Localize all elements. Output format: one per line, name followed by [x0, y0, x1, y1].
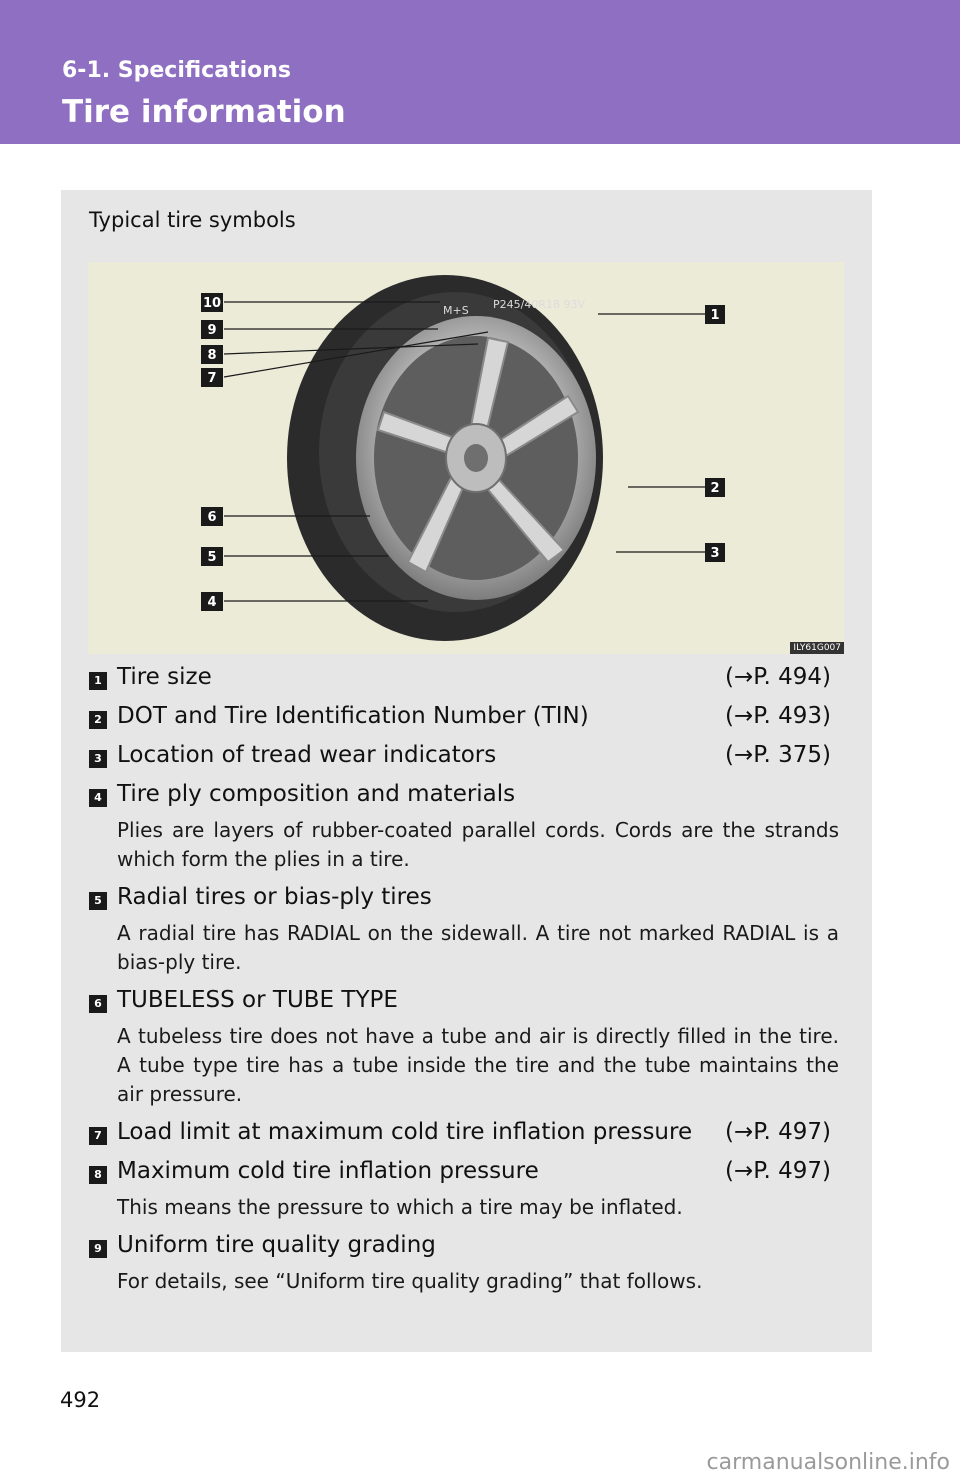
list-item: [89, 1158, 839, 1222]
callout-8: 8: [207, 348, 217, 363]
item-description: This means the pressure to which a tire may be inflated.: [117, 1195, 683, 1219]
tire-symbol-list: [89, 664, 839, 1306]
page-number: 492: [60, 1388, 101, 1412]
callout-5: 5: [207, 550, 217, 565]
tire-drawing: [88, 262, 844, 654]
list-item: [89, 742, 839, 773]
page-reference: (→P. 493): [724, 703, 831, 729]
item-number-badge: 1: [89, 672, 107, 690]
item-label: Location of tread wear indicators: [117, 742, 497, 768]
tire-symbols-panel: [61, 190, 872, 1352]
item-label: Tire size: [117, 664, 212, 690]
item-label: Load limit at maximum cold tire inflation pressure: [117, 1119, 693, 1145]
list-item: [89, 987, 839, 1109]
item-number-badge: 5: [89, 892, 107, 910]
item-number-badge: 3: [89, 750, 107, 768]
list-item: [89, 1232, 839, 1296]
tire-illustration: [88, 262, 844, 654]
list-item: [89, 781, 839, 874]
callout-7: 7: [207, 371, 217, 386]
section-label: 6-1. Specifications: [62, 58, 291, 83]
list-item: [89, 703, 839, 734]
item-number-badge: 7: [89, 1127, 107, 1145]
panel-title: Typical tire symbols: [89, 208, 296, 232]
callout-3: 3: [710, 546, 720, 561]
item-label: Uniform tire quality grading: [117, 1232, 436, 1258]
list-item: [89, 1119, 839, 1150]
item-label: Tire ply composition and materials: [117, 781, 516, 807]
page-reference: (→P. 497): [724, 1158, 831, 1184]
callout-6: 6: [207, 510, 217, 525]
callout-2: 2: [710, 481, 720, 496]
chapter-header: [0, 0, 960, 144]
item-description: A radial tire has RADIAL on the sidewall. A tire not marked RADIAL is a bias-ply tire.: [117, 921, 839, 974]
callout-4: 4: [207, 595, 217, 610]
item-description: A tubeless tire does not have a tube and air is directly filled in the tire. A tube type tire has a tube inside the tire and the tube maintains the air pressure.: [117, 1024, 839, 1106]
watermark: carmanualsonline.info: [706, 1450, 950, 1475]
item-label: Radial tires or bias-ply tires: [117, 884, 432, 910]
callout-1: 1: [710, 308, 720, 323]
list-item: [89, 884, 839, 977]
callout-10: 10: [202, 296, 222, 311]
item-number-badge: 2: [89, 711, 107, 729]
page-reference: (→P. 494): [724, 664, 831, 690]
sidewall-size-mark: P245/40R18 93V: [493, 298, 585, 311]
item-label: DOT and Tire Identification Number (TIN): [117, 703, 589, 729]
item-description: For details, see “Uniform tire quality grading” that follows.: [117, 1269, 703, 1293]
item-number-badge: 9: [89, 1240, 107, 1258]
item-number-badge: 6: [89, 995, 107, 1013]
item-number-badge: 8: [89, 1166, 107, 1184]
figure-code: ILY61G007: [790, 642, 844, 654]
item-description: Plies are layers of rubber-coated parallel cords. Cords are the strands which form the plies in a tire.: [117, 818, 839, 871]
page-title: Tire information: [62, 94, 346, 130]
list-item: [89, 664, 839, 695]
page-reference: (→P. 497): [724, 1119, 831, 1145]
item-number-badge: 4: [89, 789, 107, 807]
item-label: Maximum cold tire inflation pressure: [117, 1158, 539, 1184]
sidewall-load-mark: M+S: [443, 304, 469, 317]
item-label: TUBELESS or TUBE TYPE: [117, 987, 398, 1013]
page-reference: (→P. 375): [724, 742, 831, 768]
callout-9: 9: [207, 323, 217, 338]
